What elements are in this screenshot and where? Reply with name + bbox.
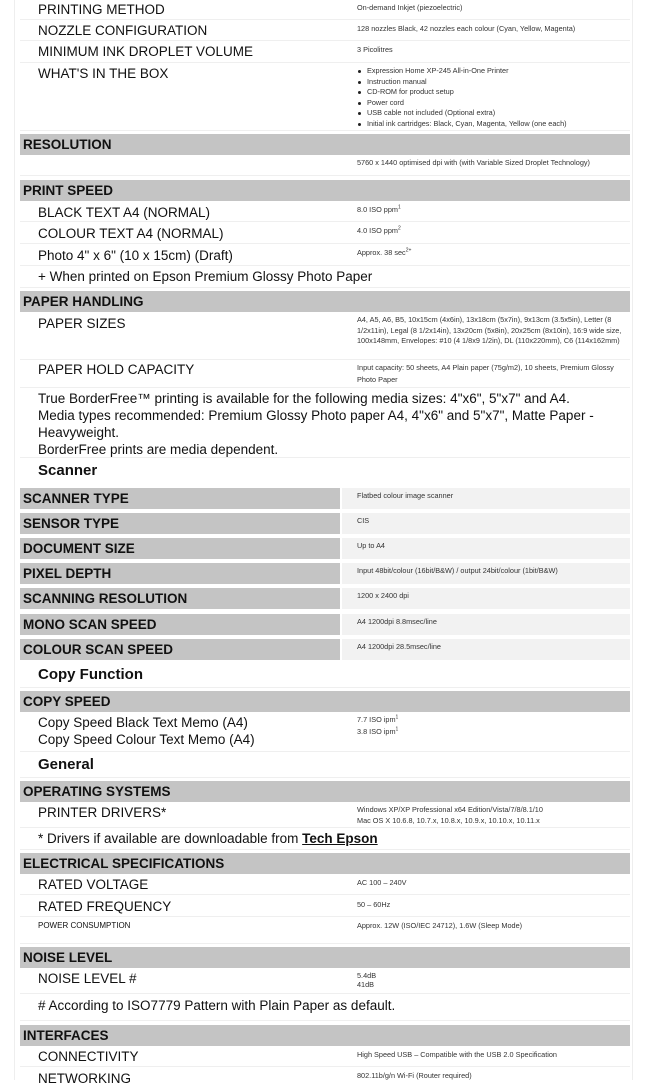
spec-label-min-ink-droplet: MINIMUM INK DROPLET VOLUME [38,44,254,59]
spec-value-colour-scan-speed: A4 1200dpi 28.5msec/line [342,639,630,660]
spec-value-copy-colour [357,727,398,738]
footnote-marker: 1 [395,714,399,721]
value-text: 3.8 ISO ipm [357,727,396,736]
spec-label-printer-drivers: PRINTER DRIVERS* [38,805,167,820]
spec-label-networking: NETWORKING [38,1071,131,1086]
section-title-general: General [38,756,94,773]
section-header-interfaces: INTERFACES [20,1025,630,1046]
spec-value-printer-drivers [357,805,543,826]
spec-value-min-ink-droplet: 3 Picolitres [357,45,393,54]
spec-label-printing-method: PRINTING METHOD [38,2,165,17]
row-divider [20,221,630,222]
note-borderfree: True BorderFree™ printing is available for the following media sizes: 4"x6", 5"x7" and A4. [38,391,570,406]
driver-mac: Mac OS X 10.6.8, 10.7.x, 10.8.x, 10.9.x, 10.10.x, 10.11.x [357,815,540,825]
box-item: Power cord [357,98,567,109]
section-header-copy-speed: COPY SPEED [20,691,630,712]
section-header-electrical: ELECTRICAL SPECIFICATIONS [20,853,630,874]
spec-value-scanning-resolution: 1200 x 2400 dpi [342,588,630,609]
row-divider [20,1066,630,1067]
spec-label-noise-level: NOISE LEVEL # [38,971,137,986]
note-media-dependent: BorderFree prints are media dependent. [38,442,279,457]
box-item: Instruction manual [357,77,567,88]
spec-value-noise-level [357,971,376,989]
row-divider [20,175,630,176]
spec-label-whats-in-box: WHAT'S IN THE BOX [38,66,169,81]
spec-value-rated-frequency: 50 – 60Hz [357,900,391,909]
row-divider [20,265,630,266]
spec-value-paper-sizes: A4, A5, A6, B5, 10x15cm (4x6in), 13x18cm (5x7in), 9x13cm (3.5x5in), Letter (8 1/2x11in), Legal (8 1/2x14in), 13x20cm (5x8in), 20x25cm (8x10in), 16:9 wide size, 100x148mm, Envelopes: #10 (4 1/8x9 1/2in), DL (110x220mm), C6 (114x162mm) [357,315,622,345]
spec-label-scanning-resolution: SCANNING RESOLUTION [20,588,340,609]
value-text: Approx. 38 sec [357,248,406,257]
row-divider [20,751,630,752]
section-title-copy-function: Copy Function [38,666,143,683]
spec-value-rated-voltage: AC 100 – 240V [357,878,407,887]
row-divider [20,827,630,828]
spec-value-power-consumption: Approx. 12W (ISO/IEC 24712), 1.6W (Sleep Mode) [357,921,523,930]
section-header-noise-level: NOISE LEVEL [20,947,630,968]
spec-value-colour-text [357,226,401,237]
noise-value-2: 41dB [357,980,375,989]
spec-label-document-size: DOCUMENT SIZE [20,538,340,559]
row-divider [20,387,630,388]
note-media-types: Media types recommended: Premium Glossy Photo paper A4, 4"x6" and 5"x7", Matte Paper - Heavyweight. [38,408,594,440]
driver-windows: Windows XP/XP Professional x64 Edition/Vista/7/8/8.1/10 [357,805,543,814]
footnote-marker: 2+ [405,247,412,254]
row-divider [20,777,630,778]
row-divider [20,457,630,458]
right-border [632,0,633,1080]
spec-value-copy-black [357,715,398,726]
spec-value-pixel-depth: Input 48bit/colour (16bit/B&W) / output 24bit/colour (1bit/B&W) [342,563,630,584]
row-divider [20,243,630,244]
row-divider [20,687,630,688]
spec-value-resolution: 5760 x 1440 optimised dpi with (with Variable Sized Droplet Technology) [357,158,590,167]
spec-value-black-text [357,205,401,216]
spec-label-paper-sizes: PAPER SIZES [38,316,126,331]
spec-value-connectivity: High Speed USB – Compatible with the USB 2.0 Specification [357,1050,557,1059]
spec-label-sensor-type: SENSOR TYPE [20,513,340,534]
spec-value-nozzle-configuration: 128 nozzles Black, 42 nozzles each colour (Cyan, Yellow, Magenta) [357,24,576,33]
row-divider [20,943,630,944]
spec-value-document-size: Up to A4 [342,538,630,559]
value-text: 4.0 ISO ppm [357,226,398,235]
footnote-marker: 1 [397,204,401,211]
section-header-resolution: RESOLUTION [20,134,630,155]
spec-label-power-consumption: POWER CONSUMPTION [38,921,131,930]
spec-label-connectivity: CONNECTIVITY [38,1049,139,1064]
drivers-note-text: * Drivers if available are downloadable from [38,831,303,846]
row-divider [20,62,630,63]
box-contents-list [357,66,567,129]
spec-label-photo-draft: Photo 4" x 6" (10 x 15cm) (Draft) [38,248,233,263]
row-divider [20,849,630,850]
row-divider [20,19,630,20]
row-divider [20,993,630,994]
spec-value-printing-method: On-demand Inkjet (piezoelectric) [357,3,463,12]
row-divider [20,894,630,895]
row-divider [20,916,630,917]
value-text: 7.7 ISO ipm [357,715,396,724]
box-item: USB cable not included (Optional extra) [357,108,567,119]
row-divider [20,130,630,131]
spec-value-photo-draft [357,248,411,259]
spec-label-copy-black: Copy Speed Black Text Memo (A4) [38,715,248,730]
spec-label-colour-text: COLOUR TEXT A4 (NORMAL) [38,226,224,241]
box-item: Expression Home XP-245 All-in-One Printer [357,66,567,77]
section-header-operating-systems: OPERATING SYSTEMS [20,781,630,802]
spec-label-nozzle-configuration: NOZZLE CONFIGURATION [38,23,208,38]
value-text: 8.0 ISO ppm [357,205,398,214]
spec-label-scanner-type: SCANNER TYPE [20,488,340,509]
row-divider [20,359,630,360]
box-item: CD-ROM for product setup [357,87,567,98]
row-divider [20,287,630,288]
spec-value-networking: 802.11b/g/n Wi-Fi (Router required) [357,1071,472,1080]
spec-label-rated-frequency: RATED FREQUENCY [38,899,172,914]
drivers-note [38,831,378,846]
tech-epson-link[interactable]: Tech Epson [302,831,378,846]
section-title-scanner: Scanner [38,462,98,479]
section-header-print-speed: PRINT SPEED [20,180,630,201]
spec-label-copy-colour: Copy Speed Colour Text Memo (A4) [38,732,255,747]
row-divider [20,40,630,41]
spec-label-paper-hold-capacity: PAPER HOLD CAPACITY [38,362,195,377]
spec-label-mono-scan-speed: MONO SCAN SPEED [20,614,340,635]
row-divider [20,1020,630,1021]
noise-note: # According to ISO7779 Pattern with Plain Paper as default. [38,998,396,1013]
left-border [14,0,15,1080]
paper-handling-notes [38,390,628,458]
box-item: Initial ink cartridges: Black, Cyan, Magenta, Yellow (one each) [357,119,567,130]
spec-value-paper-hold-capacity: Input capacity: 50 sheets, A4 Plain paper (75g/m2), 10 sheets, Premium Glossy Photo Paper [357,363,614,384]
spec-label-rated-voltage: RATED VOLTAGE [38,877,149,892]
spec-label-black-text: BLACK TEXT A4 (NORMAL) [38,205,211,220]
print-speed-note: + When printed on Epson Premium Glossy Photo Paper [38,269,373,284]
spec-value-mono-scan-speed: A4 1200dpi 8.8msec/line [342,614,630,635]
footnote-marker: 2 [397,225,401,232]
spec-value-scanner-type: Flatbed colour image scanner [342,488,630,509]
noise-value-1: 5.4dB [357,971,377,980]
spec-label-colour-scan-speed: COLOUR SCAN SPEED [20,639,340,660]
section-header-paper-handling: PAPER HANDLING [20,291,630,312]
footnote-marker: 1 [395,726,399,733]
spec-value-sensor-type: CIS [342,513,630,534]
spec-label-pixel-depth: PIXEL DEPTH [20,563,340,584]
